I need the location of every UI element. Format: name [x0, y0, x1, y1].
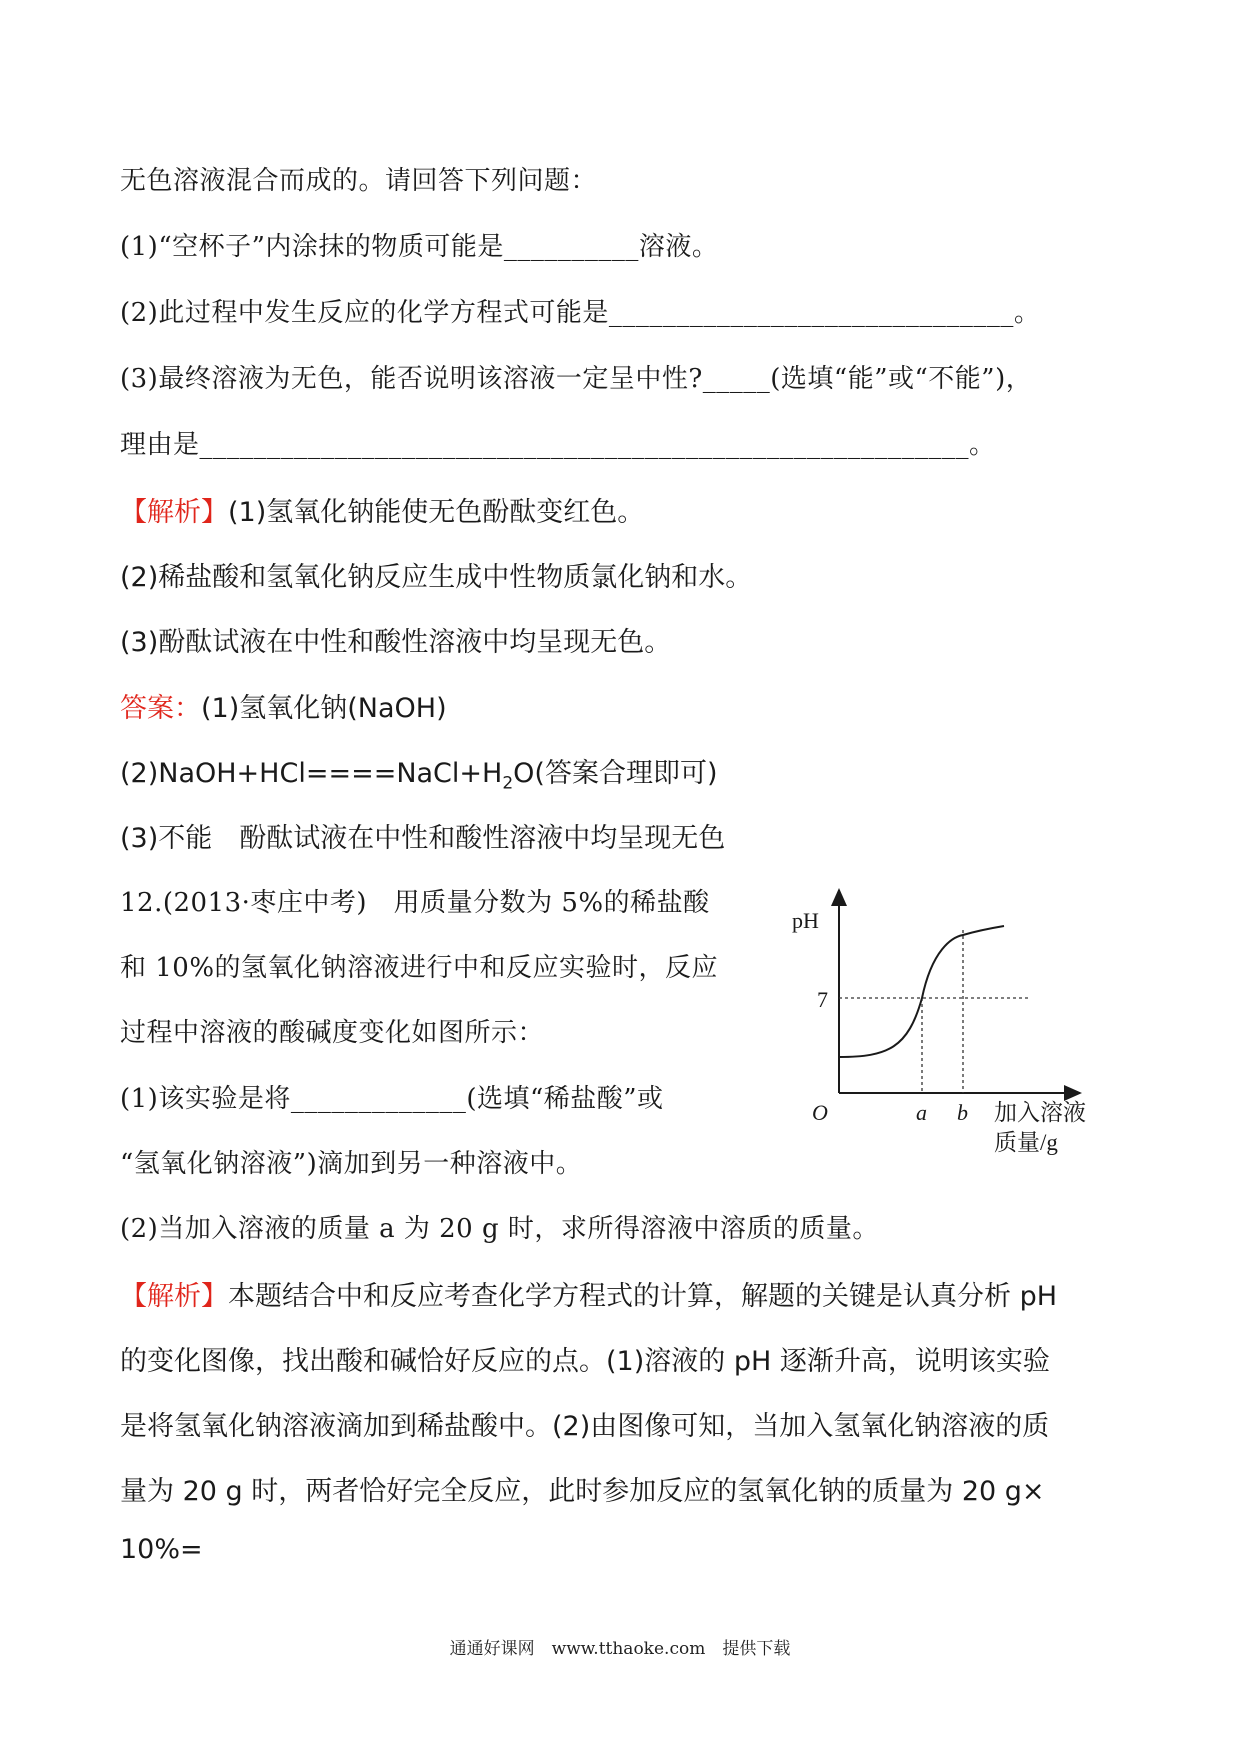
question-3: (3)最终溶液为无色，能否说明该溶液一定呈中性?_____(选填“能”或“不能”)， — [120, 364, 1033, 394]
equation-subscript: 2 — [502, 773, 514, 794]
question-12-line-2: 和 10%的氢氧化钠溶液进行中和反应实验时，反应 — [120, 953, 719, 983]
text-line: 无色溶液混合而成的。请回答下列问题： — [120, 166, 598, 196]
equation-rest: O(答案合理即可) — [513, 758, 718, 789]
ph-chart — [780, 880, 1110, 1180]
y-tick-label: 7 — [817, 987, 828, 1012]
x-tick-b: b — [957, 1100, 968, 1125]
analysis-1-line-3: (3)酚酞试液在中性和酸性溶液中均呈现无色。 — [120, 627, 672, 658]
question-1: (1)“空杯子”内涂抹的物质可能是__________溶液。 — [120, 232, 719, 262]
answer-line-1 — [120, 686, 447, 725]
analysis-text: 本题结合中和反应考查化学方程式的计算，解题的关键是认真分析 pH — [228, 1281, 1058, 1312]
y-axis-label: pH — [792, 908, 819, 933]
origin-label: O — [812, 1100, 828, 1125]
question-12-line-3: 过程中溶液的酸碱度变化如图所示： — [120, 1018, 545, 1048]
analysis-2-line-1 — [120, 1274, 1057, 1313]
question-3-reason: 理由是_________________________________________________________。 — [120, 430, 996, 460]
x-tick-a: a — [916, 1100, 927, 1125]
analysis-2-line-3: 是将氢氧化钠溶液滴加到稀盐酸中。(2)由图像可知，当加入氢氧化钠溶液的质 — [120, 1411, 1050, 1442]
x-axis-label-line-1: 加入溶液 — [994, 1100, 1086, 1125]
answer-line-2 — [120, 751, 718, 793]
equation-part: (2)NaOH+HCl====NaCl+H — [120, 758, 503, 789]
question-2: (2)此过程中发生反应的化学方程式可能是______________________________。 — [120, 298, 1041, 328]
question-12-line-6: (2)当加入溶液的质量 a 为 20 g 时，求所得溶液中溶质的质量。 — [120, 1214, 879, 1244]
analysis-2-line-5: 10%= — [120, 1534, 203, 1565]
x-axis-label-line-2: 质量/g — [994, 1130, 1058, 1155]
analysis-label: 【解析】 — [120, 1281, 228, 1312]
question-12-line-4: (1)该实验是将_____________(选填“稀盐酸”或 — [120, 1084, 664, 1114]
answer-line-3: (3)不能 酚酞试液在中性和酸性溶液中均呈现无色 — [120, 823, 726, 854]
question-12-line-1: 12.(2013·枣庄中考) 用质量分数为 5%的稀盐酸 — [120, 888, 710, 918]
analysis-label: 【解析】 — [120, 497, 228, 528]
analysis-1-line-1 — [120, 490, 644, 529]
analysis-text: (1)氢氧化钠能使无色酚酞变红色。 — [228, 497, 645, 528]
analysis-2-line-4: 量为 20 g 时，两者恰好完全反应，此时参加反应的氢氧化钠的质量为 20 g× — [120, 1476, 1045, 1507]
answer-text: (1)氢氧化钠(NaOH) — [201, 693, 447, 724]
answer-label: 答案： — [120, 693, 201, 724]
ph-curve — [839, 926, 1004, 1057]
page-footer: 通通好课网 www.tthaoke.com 提供下载 — [449, 1639, 791, 1659]
question-12-line-5: “氢氧化钠溶液”)滴加到另一种溶液中。 — [120, 1149, 583, 1179]
analysis-2-line-2: 的变化图像，找出酸和碱恰好反应的点。(1)溶液的 pH 逐渐升高，说明该实验 — [120, 1346, 1050, 1377]
analysis-1-line-2: (2)稀盐酸和氢氧化钠反应生成中性物质氯化钠和水。 — [120, 562, 753, 593]
